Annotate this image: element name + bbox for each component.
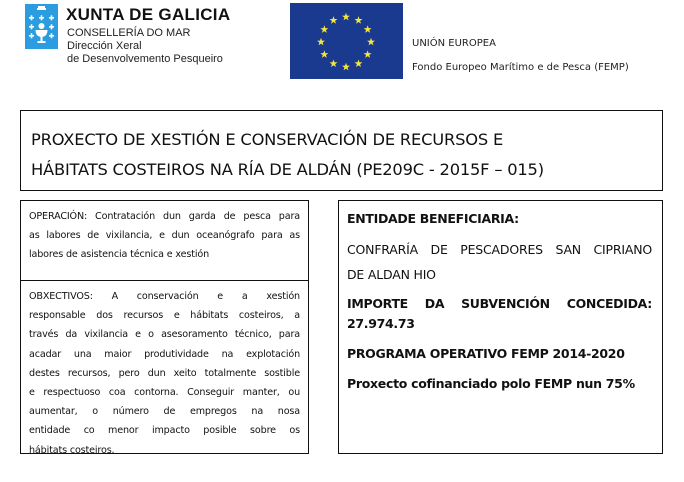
obxectivos-line: entidade co menor impacto posible sobre os: [29, 425, 300, 437]
operacion-line: OPERACIÓN: Contratación dun garda de pesca para: [29, 211, 300, 222]
eu-star-icon: [330, 59, 338, 67]
eu-star-icon: [320, 25, 328, 33]
amount-label: IMPORTE DA SUBVENCIÓN CONCEDIDA:: [347, 296, 652, 311]
xunta-title: XUNTA DE GALICIA: [66, 5, 231, 24]
beneficiary-name-line-2: DE ALDAN HIO: [347, 267, 436, 282]
femp-label: Fondo Europeo Marítimo e de Pesca (FEMP): [412, 62, 629, 73]
obxectivos-line: aumentar, o número de empregos na nosa: [29, 406, 300, 418]
eu-star-icon: [355, 16, 363, 24]
obxectivos-line: e respectuoso coa contorna. Conseguir manter, ou: [29, 387, 300, 399]
direccion-label: Dirección Xeral: [67, 40, 142, 52]
eu-star-icon: [320, 50, 328, 58]
operacion-line: labores de asistencia técnica e xestión: [29, 249, 210, 261]
beneficiary-name-line-1: CONFRARÍA DE PESCADORES SAN CIPRIANO: [347, 242, 652, 257]
desenvolvemento-label: de Desenvolvemento Pesqueiro: [67, 53, 223, 65]
project-title-box: [20, 110, 663, 191]
eu-star-icon: [367, 38, 375, 46]
union-europea-label: UNIÓN EUROPEA: [412, 38, 496, 49]
eu-star-icon: [355, 59, 363, 67]
beneficiary-label: ENTIDADE BENEFICIARIA:: [347, 211, 519, 226]
obxectivos-line: OBXECTIVOS: A conservación e a xestión: [29, 291, 300, 302]
amount-value: 27.974.73: [347, 316, 415, 331]
obxectivos-line: responsable dos recursos e hábitats costeiros, a: [29, 310, 300, 322]
eu-star-icon: [364, 25, 372, 33]
eu-star-icon: [330, 16, 338, 24]
project-title-line-1: PROXECTO DE XESTIÓN E CONSERVACIÓN DE RECURSOS E: [31, 130, 504, 149]
obxectivos-box: [20, 280, 309, 454]
programme-label: PROGRAMA OPERATIVO FEMP 2014-2020: [347, 346, 625, 361]
cofinance-label: Proxecto cofinanciado polo FEMP nun 75%: [347, 376, 635, 391]
obxectivos-line: hábitats costeiros.: [29, 444, 115, 456]
obxectivos-line: acadar una maior produtividade na explotación: [29, 348, 300, 360]
project-title-line-2: HÁBITATS COSTEIROS NA RÍA DE ALDÁN (PE209C - 2015F – 015): [31, 160, 544, 179]
conselleria-label: CONSELLERÍA DO MAR: [67, 27, 191, 39]
galicia-coat-of-arms-icon: [25, 4, 58, 49]
eu-star-icon: [342, 13, 350, 21]
obxectivos-line: destes recursos, pero dun xeito totalmente sostible: [29, 367, 300, 379]
obxectivos-line: través da vixilancia e o asesoramento técnico, para: [29, 329, 300, 341]
eu-star-icon: [364, 50, 372, 58]
eu-flag-icon: [290, 3, 403, 79]
eu-star-icon: [317, 38, 325, 46]
operacion-box: [20, 200, 309, 281]
operacion-line: as labores de vixilancia, e dun oceanógrafo para as: [29, 230, 300, 242]
eu-star-icon: [342, 63, 350, 71]
beneficiary-box: [338, 200, 663, 454]
